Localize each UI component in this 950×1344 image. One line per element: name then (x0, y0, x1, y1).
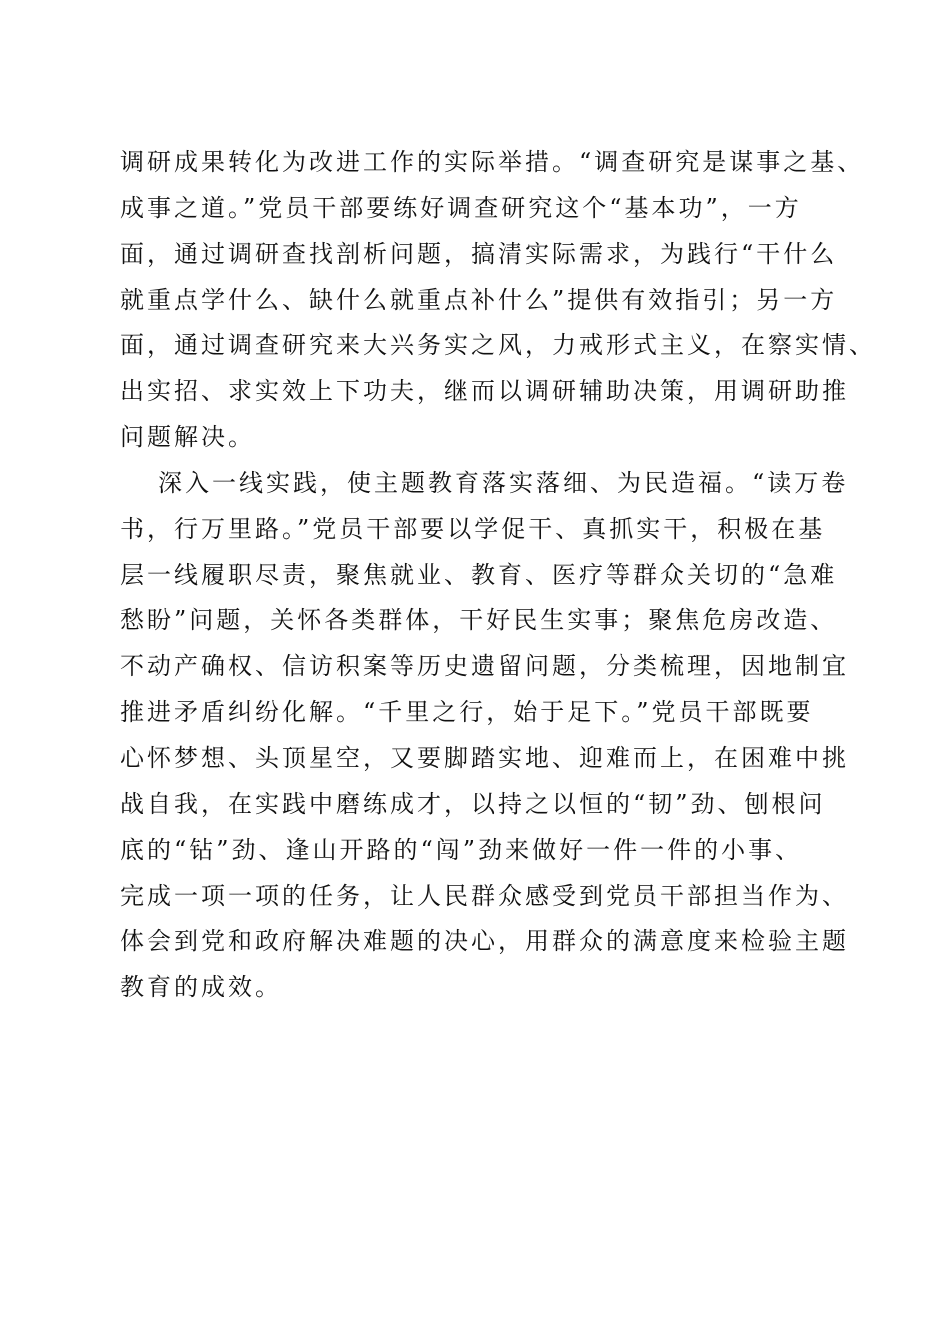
text-line: 体会到党和政府解决难题的决心，用群众的满意度来检验主题 (120, 927, 849, 955)
text-line: 心怀梦想、头顶星空，又要脚踏实地、迎难而上，在困难中挑 (120, 744, 849, 772)
text-line: 调研成果转化为改进工作的实际举措。“调查研究是谋事之基、 (120, 148, 865, 176)
text-line: 问题解决。 (120, 423, 255, 451)
text-line: 就重点学什么、缺什么就重点补什么”提供有效指引；另一方 (120, 286, 838, 314)
text-line: 愁盼”问题，关怀各类群体，干好民生实事；聚焦危房改造、 (120, 606, 838, 634)
text-line: 不动产确权、信访积案等历史遗留问题，分类梳理，因地制宜 (120, 652, 849, 680)
text-line: 层一线履职尽责，聚焦就业、教育、医疗等群众关切的“急难 (120, 561, 838, 589)
text-line: 面，通过调研查找剖析问题，搞清实际需求，为践行“干什么 (120, 240, 838, 268)
text-line: 推进矛盾纠纷化解。“千里之行，始于足下。”党员干部既要 (120, 698, 814, 726)
text-line: 完成一项一项的任务，让人民群众感受到党员干部担当作为、 (120, 882, 849, 910)
text-line: 成事之道。”党员干部要练好调查研究这个“基本功”，一方 (120, 194, 802, 222)
text-line: 书，行万里路。”党员干部要以学促干、真抓实干，积极在基 (120, 515, 826, 543)
text-line: 面，通过调查研究来大兴务实之风，力戒形式主义，在察实情、 (120, 331, 876, 359)
text-line: 出实招、求实效上下功夫，继而以调研辅助决策，用调研助推 (120, 377, 849, 405)
text-line: 战自我，在实践中磨练成才，以持之以恒的“韧”劲、刨根问 (120, 790, 826, 818)
text-line: 底的“钻”劲、逢山开路的“闯”劲来做好一件一件的小事、 (120, 836, 803, 864)
paragraph-first-line: 深入一线实践，使主题教育落实落细、为民造福。“读万卷 (158, 469, 849, 497)
text-line: 教育的成效。 (120, 973, 282, 1001)
